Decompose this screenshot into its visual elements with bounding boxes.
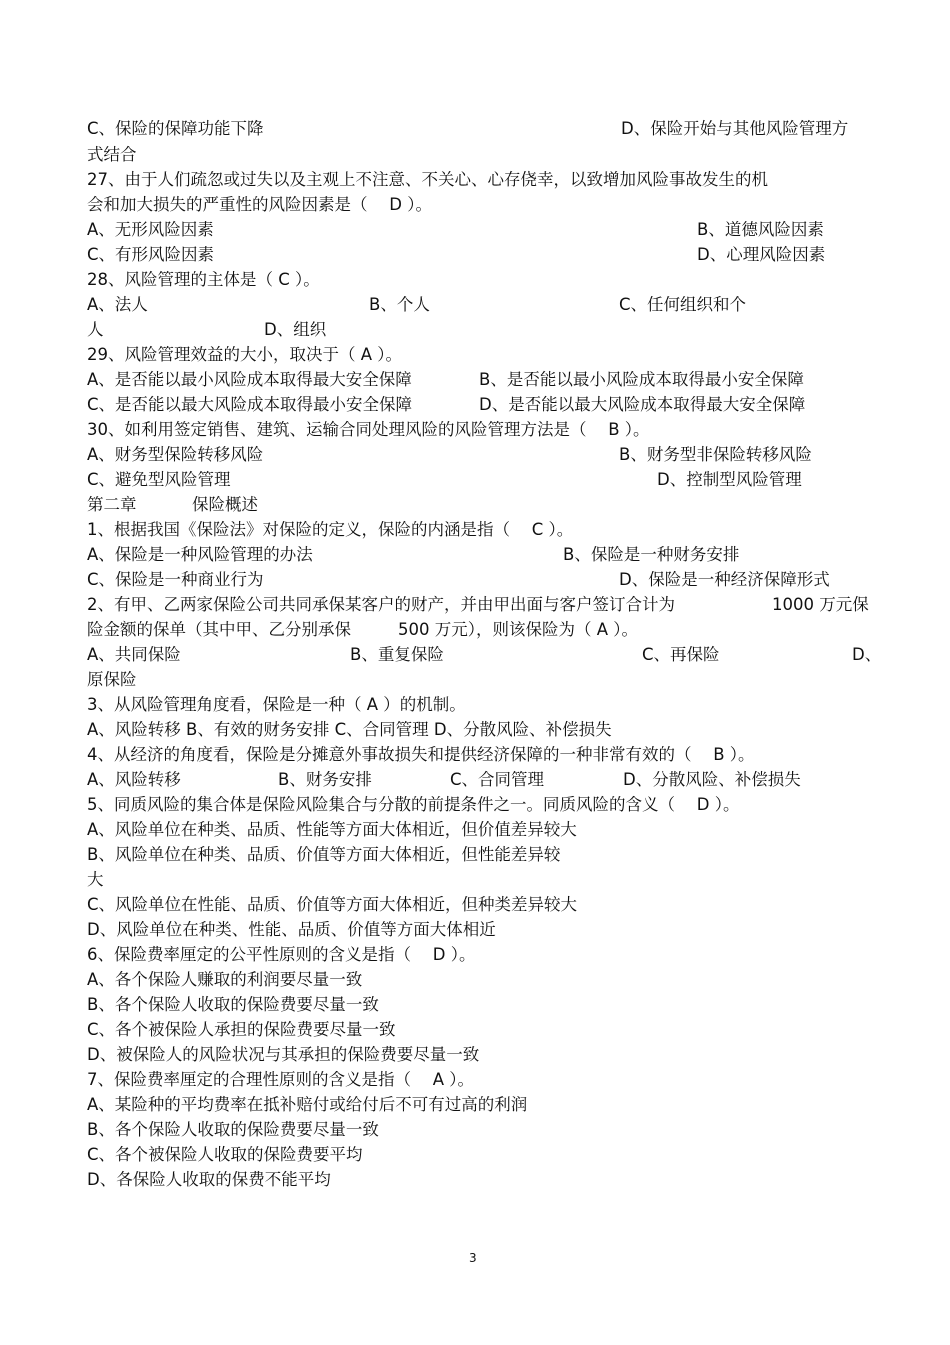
text-line-l27-part-0: A、风险转移 bbox=[87, 770, 181, 789]
text-line-l31-part-0: 大 bbox=[87, 870, 104, 889]
text-line-l11-part-1: B、是否能以最小风险成本取得最小安全保障 bbox=[479, 370, 804, 389]
page-number: 3 bbox=[469, 1251, 477, 1265]
text-line-l13-part-0: 30、如利用签定销售、建筑、运输合同处理风险的风险管理方法是（ B ）。 bbox=[87, 420, 650, 439]
text-line-l15-part-1: D、控制型风险管理 bbox=[657, 470, 802, 489]
text-line-l16-part-0: 第二章 bbox=[87, 495, 137, 514]
text-line-l05-part-0: A、无形风险因素 bbox=[87, 220, 214, 239]
text-line-l37-part-0: C、各个被保险人承担的保险费要尽量一致 bbox=[87, 1020, 396, 1039]
text-line-l11-part-0: A、是否能以最小风险成本取得最大安全保障 bbox=[87, 370, 412, 389]
text-line-l10-part-0: 29、风险管理效益的大小，取决于（ A ）。 bbox=[87, 345, 403, 364]
text-line-l02-part-0: 式结合 bbox=[87, 145, 137, 164]
text-line-l05-part-1: B、道德风险因素 bbox=[697, 220, 824, 239]
text-line-l17-part-0: 1、根据我国《保险法》对保险的定义，保险的内涵是指（ C ）。 bbox=[87, 520, 574, 539]
text-line-l14-part-1: B、财务型非保险转移风险 bbox=[619, 445, 812, 464]
text-line-l20-part-1: 1000 万元保 bbox=[772, 595, 869, 614]
text-line-l21-part-0: 险金额的保单（其中甲、乙分别承保 bbox=[87, 620, 351, 639]
text-line-l06-part-0: C、有形风险因素 bbox=[87, 245, 215, 264]
text-line-l43-part-0: D、各保险人收取的保费不能平均 bbox=[87, 1170, 331, 1189]
text-line-l27-part-2: C、合同管理 bbox=[450, 770, 545, 789]
text-line-l22-part-3: D、 bbox=[852, 645, 882, 664]
text-line-l36-part-0: B、各个保险人收取的保险费要尽量一致 bbox=[87, 995, 379, 1014]
text-line-l01-part-0: C、保险的保障功能下降 bbox=[87, 119, 264, 138]
text-line-l06-part-1: D、心理风险因素 bbox=[697, 245, 826, 264]
text-line-l01-part-1: D、保险开始与其他风险管理方 bbox=[621, 119, 849, 138]
text-line-l27-part-3: D、分散风险、补偿损失 bbox=[623, 770, 801, 789]
text-line-l15-part-0: C、避免型风险管理 bbox=[87, 470, 231, 489]
text-line-l19-part-1: D、保险是一种经济保障形式 bbox=[619, 570, 830, 589]
text-line-l16-part-1: 保险概述 bbox=[192, 495, 258, 514]
text-line-l26-part-0: 4、从经济的角度看，保险是分摊意外事故损失和提供经济保障的一种非常有效的（ B ）。 bbox=[87, 745, 755, 764]
text-line-l09-part-0: 人 bbox=[87, 320, 104, 339]
text-line-l12-part-0: C、是否能以最大风险成本取得最小安全保障 bbox=[87, 395, 413, 414]
text-line-l08-part-1: B、个人 bbox=[369, 295, 430, 314]
text-line-l35-part-0: A、各个保险人赚取的利润要尽量一致 bbox=[87, 970, 363, 989]
text-line-l07-part-0: 28、风险管理的主体是（ C ）。 bbox=[87, 270, 320, 289]
text-line-l08-part-2: C、任何组织和个 bbox=[619, 295, 747, 314]
text-line-l22-part-0: A、共同保险 bbox=[87, 645, 181, 664]
text-line-l09-part-1: D、组织 bbox=[264, 320, 327, 339]
text-line-l24-part-0: 3、从风险管理角度看，保险是一种（ A ）的机制。 bbox=[87, 695, 466, 714]
text-line-l39-part-0: 7、保险费率厘定的合理性原则的含义是指（ A ）。 bbox=[87, 1070, 475, 1089]
text-line-l14-part-0: A、财务型保险转移风险 bbox=[87, 445, 264, 464]
text-line-l32-part-0: C、风险单位在性能、品质、价值等方面大体相近，但种类差异较大 bbox=[87, 895, 578, 914]
text-line-l38-part-0: D、被保险人的风险状况与其承担的保险费要尽量一致 bbox=[87, 1045, 480, 1064]
text-line-l22-part-2: C、再保险 bbox=[642, 645, 720, 664]
text-line-l03-part-0: 27、由于人们疏忽或过失以及主观上不注意、不关心、心存侥幸，以致增加风险事故发生的机 bbox=[87, 170, 768, 189]
text-line-l20-part-0: 2、有甲、乙两家保险公司共同承保某客户的财产，并由甲出面与客户签订合计为 bbox=[87, 595, 675, 614]
text-line-l21-part-1: 500 万元），则该保险为（ A ）。 bbox=[398, 620, 639, 639]
text-line-l40-part-0: A、某险种的平均费率在抵补赔付或给付后不可有过高的利润 bbox=[87, 1095, 528, 1114]
text-line-l25-part-0: A、风险转移 B、有效的财务安排 C、合同管理 D、分散风险、补偿损失 bbox=[87, 720, 612, 739]
text-line-l28-part-0: 5、同质风险的集合体是保险风险集合与分散的前提条件之一。同质风险的含义（ D ）。 bbox=[87, 795, 740, 814]
text-line-l42-part-0: C、各个被保险人收取的保险费要平均 bbox=[87, 1145, 363, 1164]
text-line-l29-part-0: A、风险单位在种类、品质、性能等方面大体相近，但价值差异较大 bbox=[87, 820, 577, 839]
text-line-l18-part-0: A、保险是一种风险管理的办法 bbox=[87, 545, 313, 564]
text-line-l33-part-0: D、风险单位在种类、性能、品质、价值等方面大体相近 bbox=[87, 920, 496, 939]
text-line-l12-part-1: D、是否能以最大风险成本取得最大安全保障 bbox=[479, 395, 806, 414]
text-line-l34-part-0: 6、保险费率厘定的公平性原则的含义是指（ D ）。 bbox=[87, 945, 476, 964]
text-line-l08-part-0: A、法人 bbox=[87, 295, 148, 314]
text-line-l23-part-0: 原保险 bbox=[87, 670, 137, 689]
text-line-l30-part-0: B、风险单位在种类、品质、价值等方面大体相近，但性能差异较 bbox=[87, 845, 561, 864]
text-line-l27-part-1: B、财务安排 bbox=[278, 770, 372, 789]
text-line-l19-part-0: C、保险是一种商业行为 bbox=[87, 570, 264, 589]
text-line-l41-part-0: B、各个保险人收取的保险费要尽量一致 bbox=[87, 1120, 379, 1139]
text-line-l22-part-1: B、重复保险 bbox=[350, 645, 444, 664]
text-line-l04-part-0: 会和加大损失的严重性的风险因素是（ D ）。 bbox=[87, 195, 432, 214]
text-line-l18-part-1: B、保险是一种财务安排 bbox=[563, 545, 740, 564]
